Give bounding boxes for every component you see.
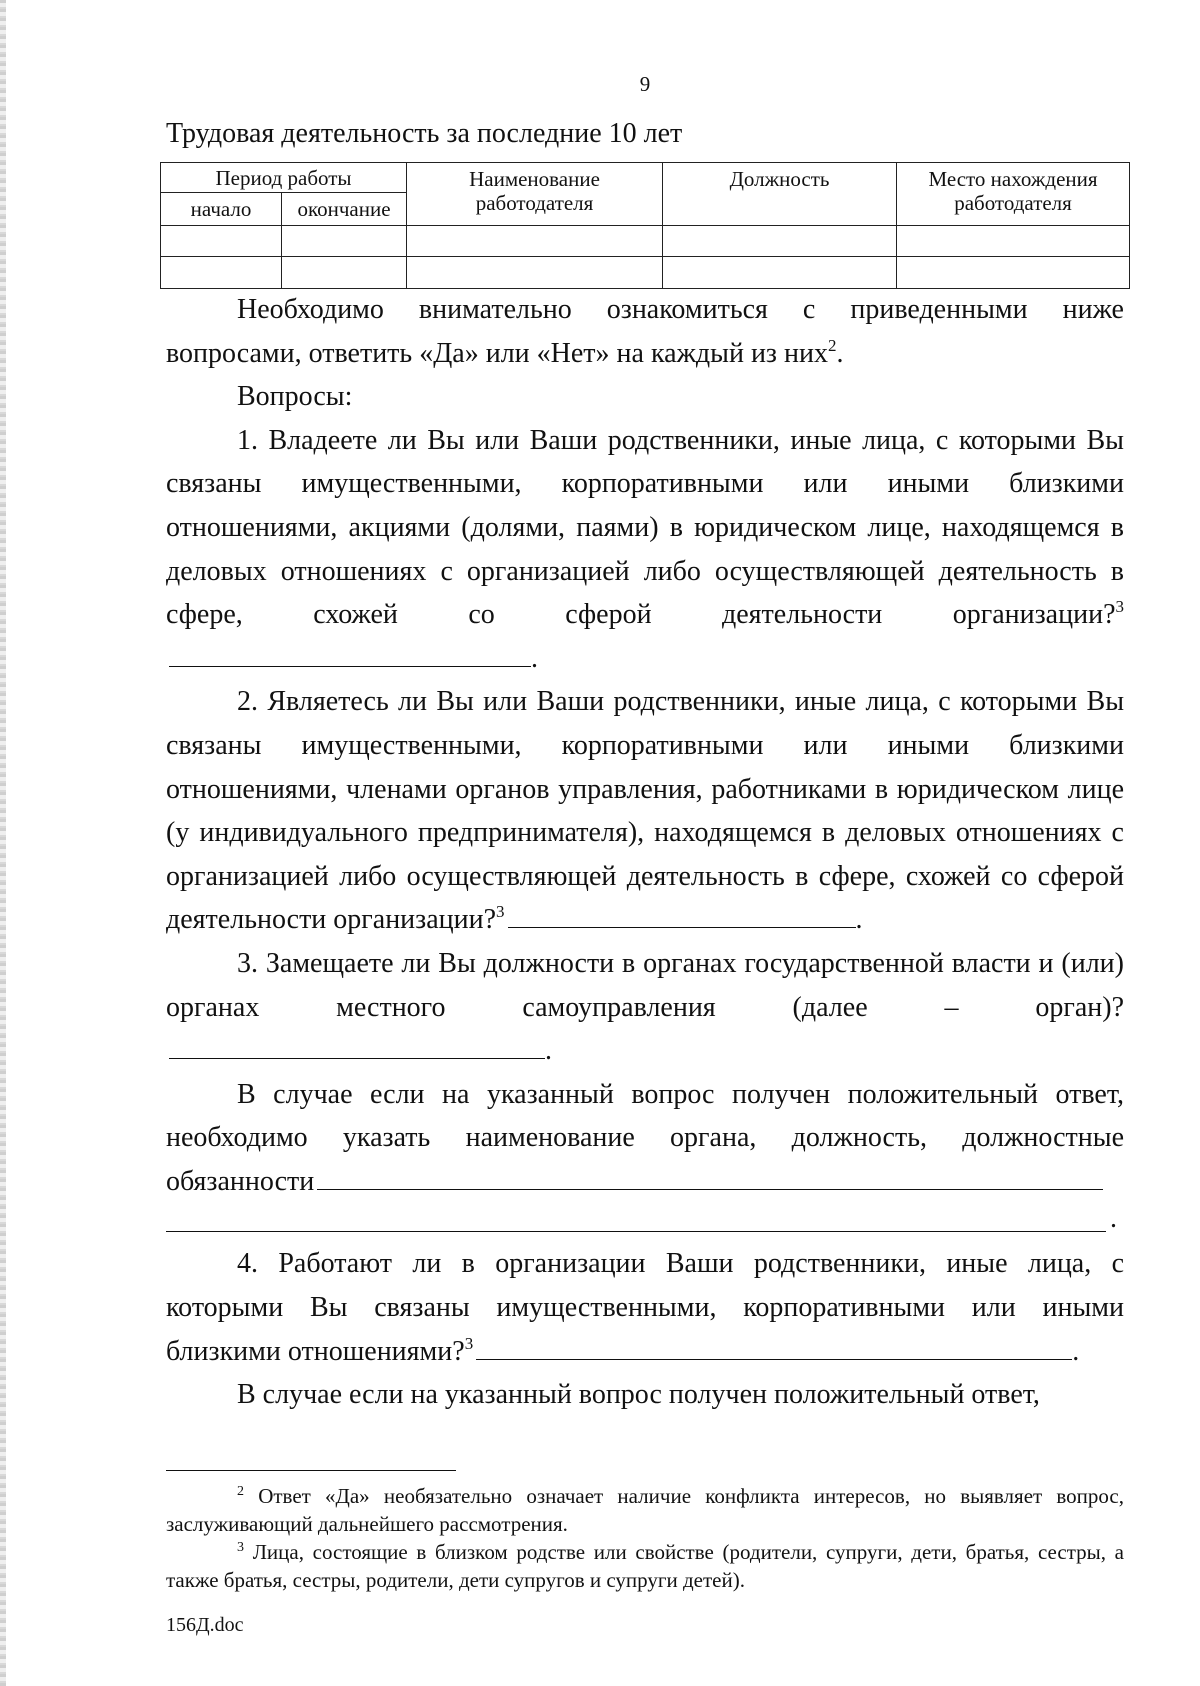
work-history-table (160, 162, 1130, 289)
footnote-ref: 3 (496, 902, 505, 922)
question-1: 1. Владеете ли Вы или Ваши родственники, иные лица, с которыми Вы связаны имущественными, корпоративными или иными близкими отношениями, акциями (долями, паями) в юридическом лице, находящемся в деловых отношениях с организацией либо осуществляющей деятельность в сфере, схожей со сферой деятельности организации?$^3$. (166, 424, 1124, 674)
table-cell[interactable] (663, 226, 897, 257)
footnotes (166, 1482, 1124, 1594)
table-cell[interactable] (282, 226, 407, 257)
question-4: 4. Работают ли в организации Ваши родственники, иные лица, с которыми Вы связаны имущественными, корпоративными или иными близкими отношениями?$^3$ . (166, 1248, 1124, 1367)
table-cell[interactable] (663, 257, 897, 289)
footnote-ref: 3 (1115, 597, 1124, 617)
table-cell[interactable] (407, 257, 663, 289)
question-3: 3. Замещаете ли Вы должности в органах государственной власти и (или) органах местного самоуправления (далее – орган)?. (166, 947, 1124, 1067)
answer-blank-3[interactable] (169, 1034, 545, 1059)
table-cell[interactable] (161, 226, 282, 257)
document-file-name: 156Д.doc (166, 1614, 244, 1636)
questionnaire-body (166, 288, 1124, 1417)
location-header: Место нахождения работодателя (897, 163, 1130, 226)
question-2: 2. Являетесь ли Вы или Ваши родственники, иные лица, с которыми Вы связаны имущественными, корпоративными или иными близкими отношениями, членами органов управления, работниками в юридическом лице (у индивидуального предпринимателя), находящемся в деловых отношениях с организацией либо осуществляющей деятельность в сфере, схожей со сферой деятельности организации?$^3$ . (166, 686, 1124, 936)
answer-blank-2[interactable] (508, 903, 856, 928)
table-cell[interactable] (161, 257, 282, 289)
footnote-ref: 3 (464, 1333, 474, 1353)
details-blank-3[interactable] (317, 1165, 1103, 1190)
table-row (161, 226, 1130, 257)
end-header: окончание (282, 193, 407, 226)
page-number: 9 (639, 72, 651, 96)
table-cell[interactable] (897, 226, 1130, 257)
footnote-ref: 2 (827, 335, 837, 355)
scan-edge (0, 0, 6, 1686)
table-cell[interactable] (407, 226, 663, 257)
table-row (161, 257, 1130, 289)
employer-header: Наименование работодателя (407, 163, 663, 226)
details-line: . (166, 1197, 1124, 1232)
details-blank-3b[interactable] (166, 1197, 1106, 1232)
section-title: Трудовая деятельность за последние 10 лет (166, 118, 683, 149)
period-header: Период работы (161, 163, 407, 193)
intro-paragraph: Необходимо внимательно ознакомиться с приведенными ниже вопросами, ответить «Да» или «Нет» на каждый из них$^2$. (166, 294, 1124, 369)
table-cell[interactable] (282, 257, 407, 289)
footnote-2: $^2$ Ответ «Да» необязательно означает наличие конфликта интересов, но выявляет вопрос, заслуживающий дальнейшего рассмотрения. (166, 1484, 1124, 1536)
questions-label: Вопросы: (237, 381, 353, 413)
answer-blank-4[interactable] (476, 1335, 1072, 1360)
footnote-3: $^3$ Лица, состоящие в близком родстве или свойстве (родители, супруги, дети, братья, сестры, а также братья, сестры, родители, дети супругов и супруги детей). (166, 1540, 1124, 1592)
question-4-followup: В случае если на указанный вопрос получен положительный ответ, (237, 1379, 1040, 1411)
footnote-separator (166, 1470, 456, 1471)
start-header: начало (161, 193, 282, 226)
position-header: Должность (663, 163, 897, 226)
answer-blank-1[interactable] (169, 642, 531, 667)
table-cell[interactable] (897, 257, 1130, 289)
question-3-followup: В случае если на указанный вопрос получен положительный ответ, необходимо указать наименование органа, должность, должностные обязанности (166, 1078, 1124, 1197)
